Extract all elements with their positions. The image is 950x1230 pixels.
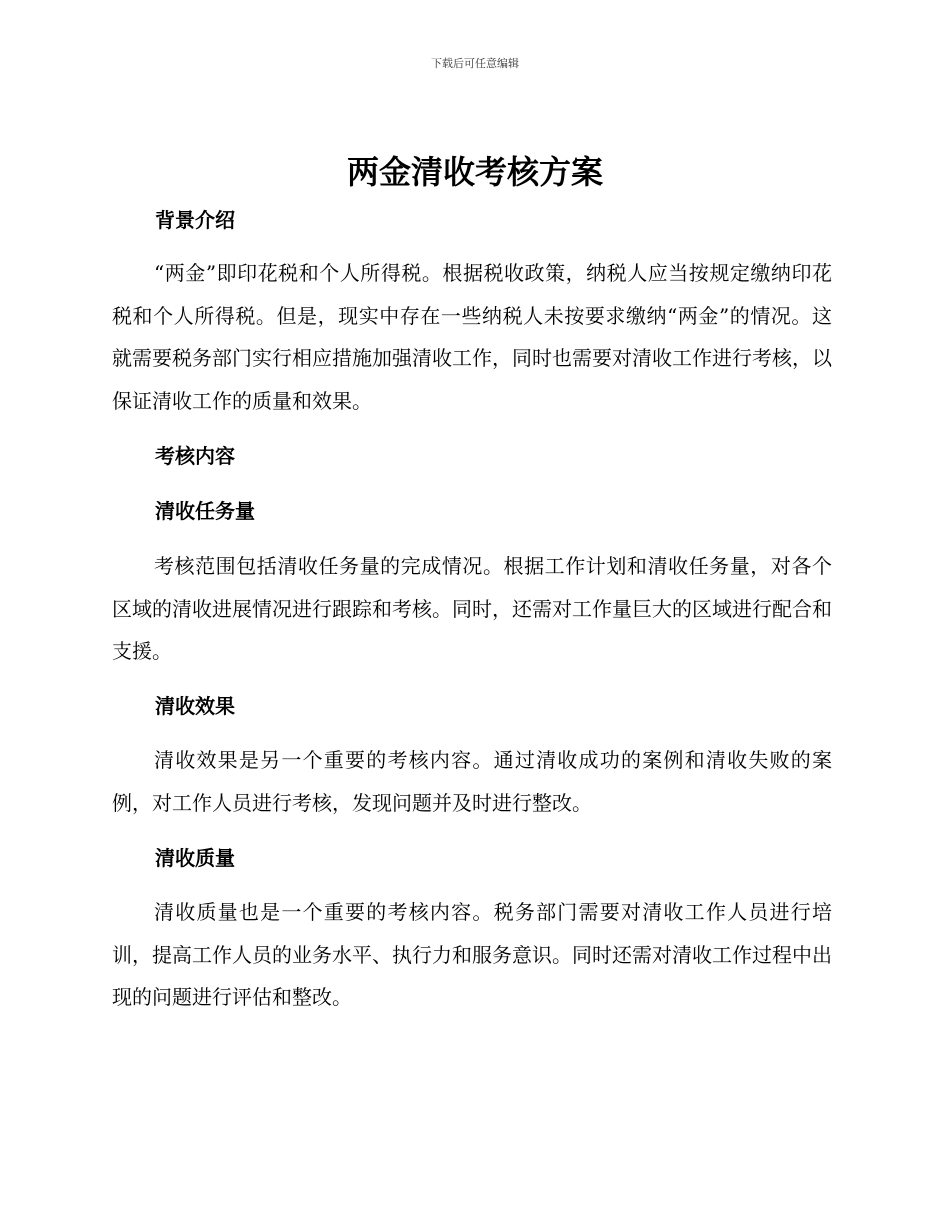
- paragraph-effect: 清收效果是另一个重要的考核内容。通过清收成功的案例和清收失败的案例，对工作人员进行考核，发现问题并及时进行整改。: [112, 748, 832, 815]
- section-heading-assessment-content: 考核内容: [155, 444, 235, 468]
- paragraph-quality: 清收质量也是一个重要的考核内容。税务部门需要对清收工作人员进行培训，提高工作人员的业务水平、执行力和服务意识。同时还需对清收工作过程中出现的问题进行评估和整改。: [112, 900, 832, 1009]
- section-heading-effect: 清收效果: [155, 694, 235, 718]
- section-heading-quality: 清收质量: [155, 846, 235, 870]
- section-heading-background: 背景介绍: [155, 208, 235, 232]
- paragraph-background: “两金”即印花税和个人所得税。根据税收政策，纳税人应当按规定缴纳印花税和个人所得税。但是，现实中存在一些纳税人未按要求缴纳“两金”的情况。这就需要税务部门实行相应措施加强清收工作，同时也需要对清收工作进行考核，以保证清收工作的质量和效果。: [112, 261, 832, 413]
- header-note: 下载后可任意编辑: [431, 57, 519, 70]
- document-title: 两金清收考核方案: [346, 153, 603, 191]
- section-heading-task-volume: 清收任务量: [155, 499, 255, 523]
- paragraph-task-volume: 考核范围包括清收任务量的完成情况。根据工作计划和清收任务量，对各个区域的清收进展情况进行跟踪和考核。同时，还需对工作量巨大的区域进行配合和支援。: [112, 554, 832, 663]
